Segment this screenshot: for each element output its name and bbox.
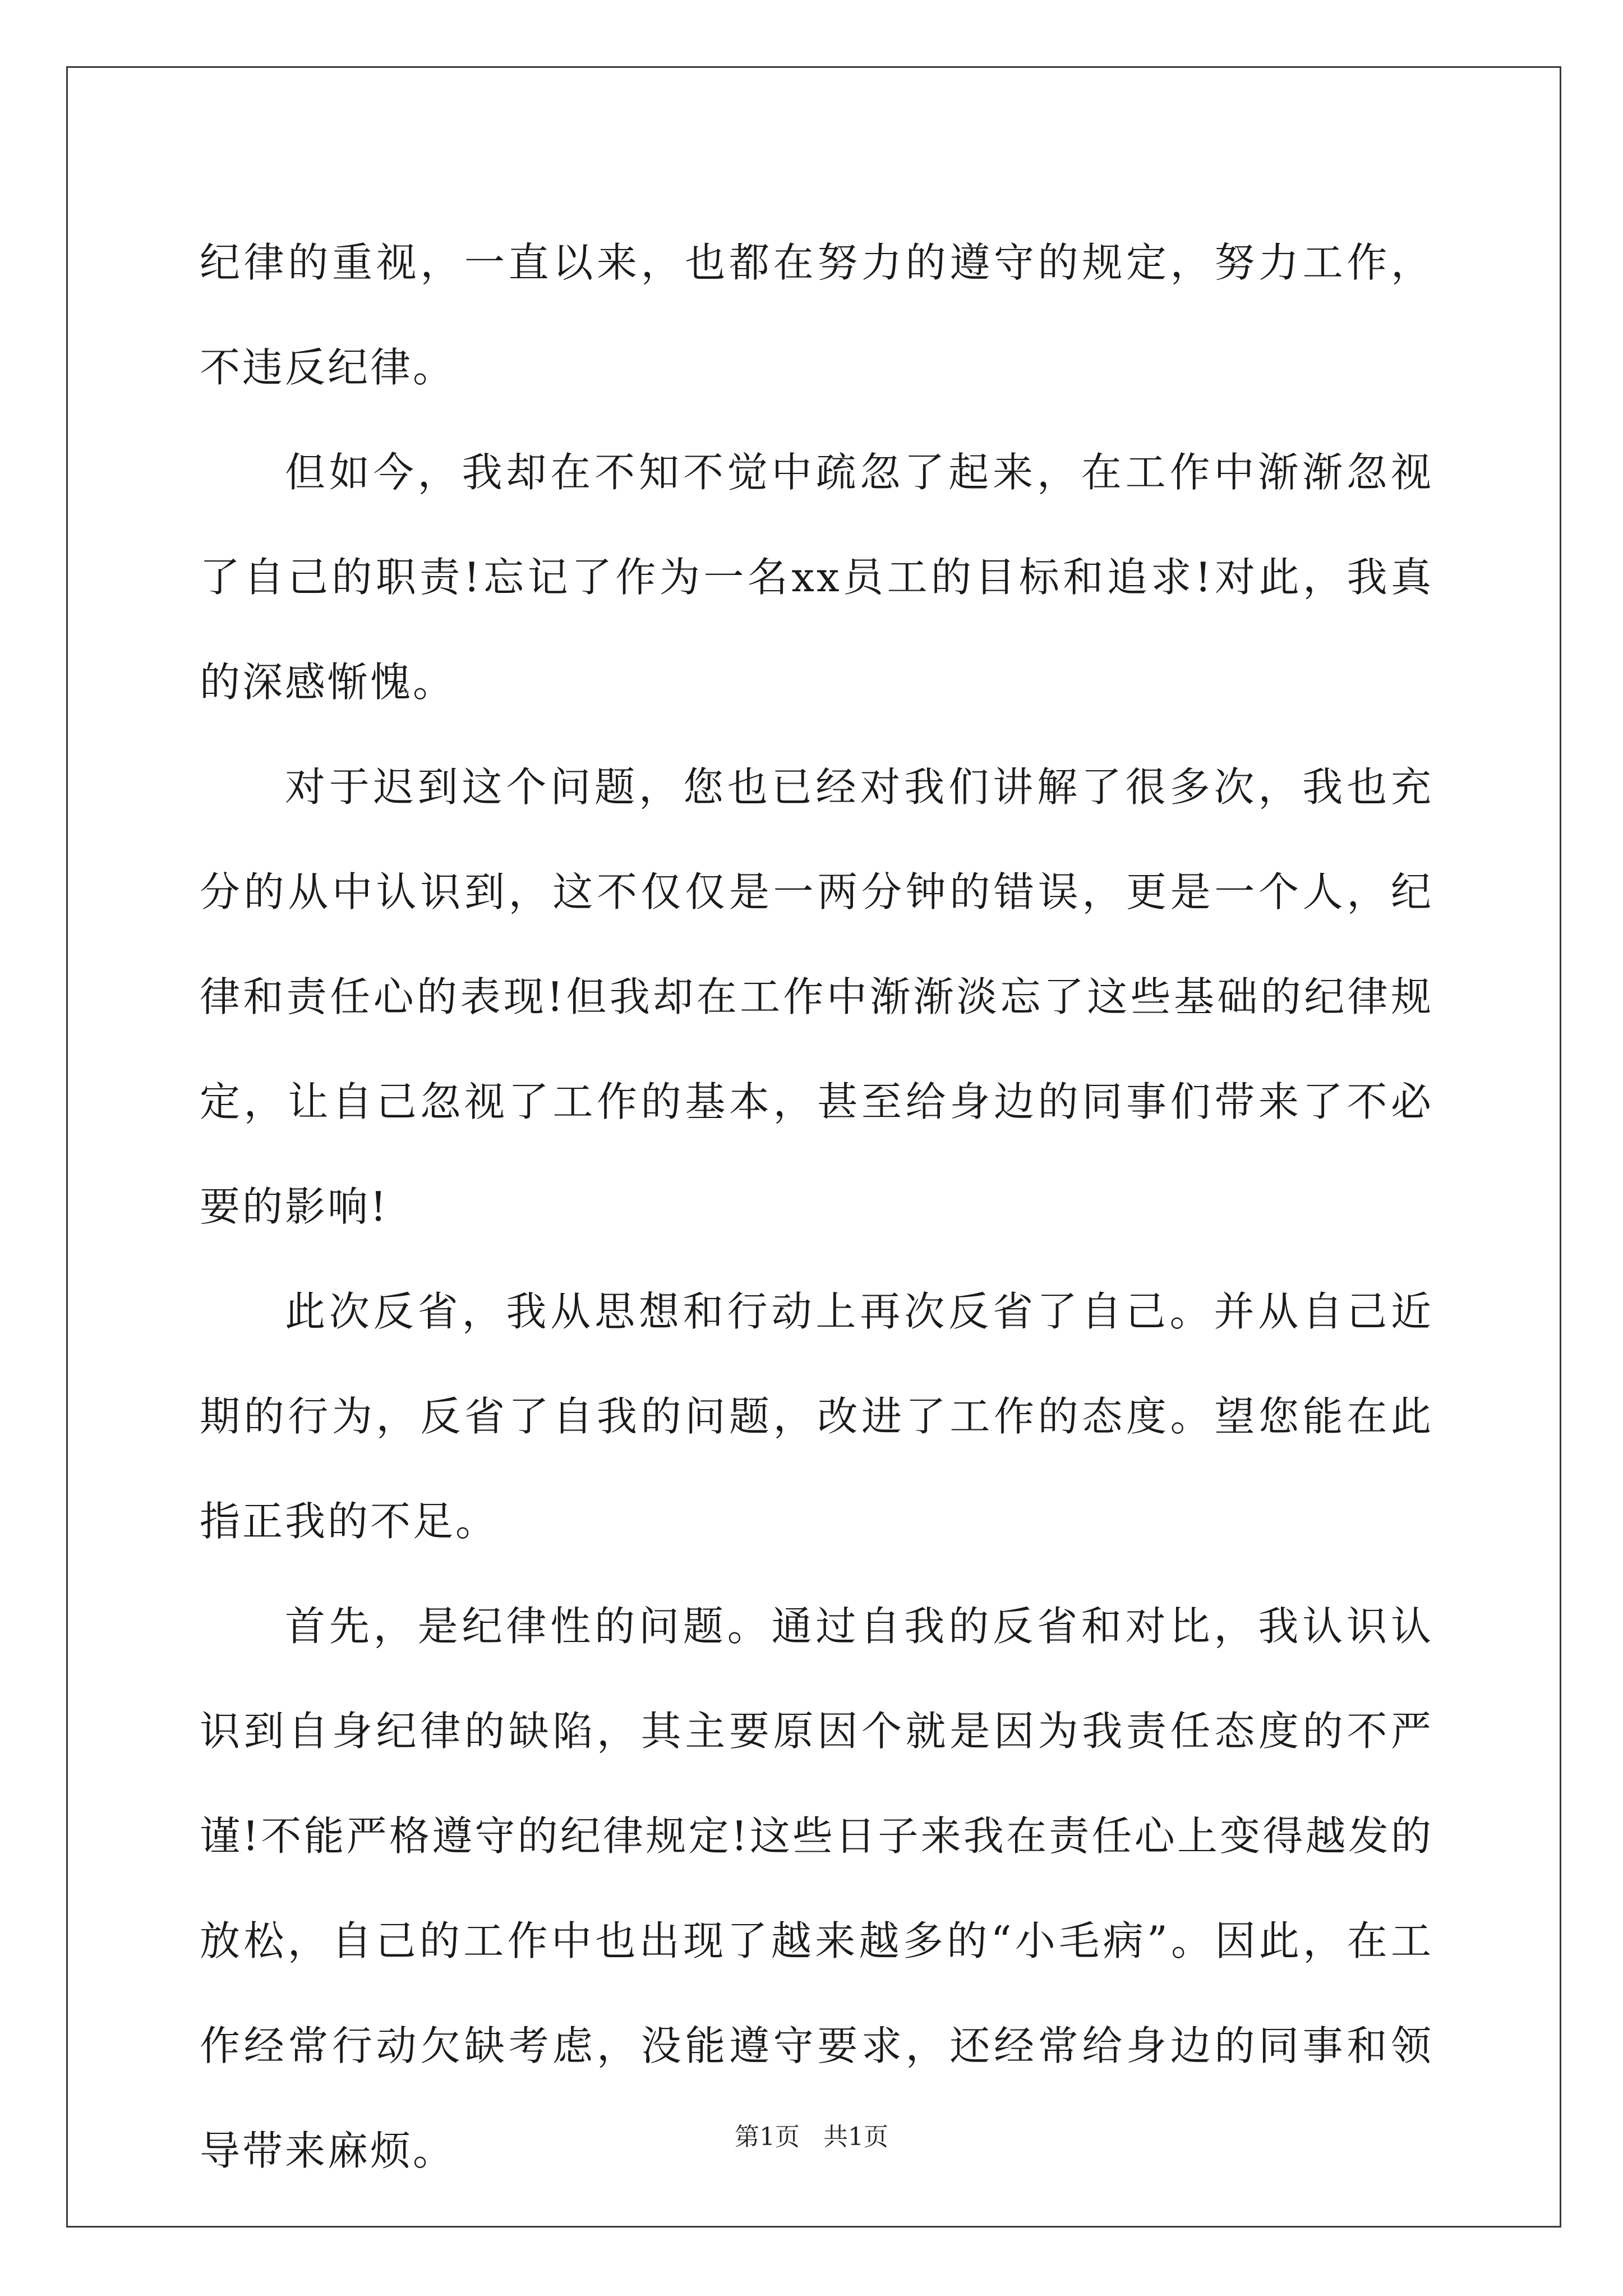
page-footer <box>0 2120 1623 2154</box>
paragraph-continuation: 纪律的重视，一直以来，也都在努力的遵守的规定，努力工作，不违反纪律。 <box>200 239 1433 391</box>
document-body <box>200 210 1433 2203</box>
paragraph: 对于迟到这个问题，您也已经对我们讲解了很多次，我也充分的从中认识到，这不仅仅是一两分钟的错误，更是一个人，纪律和责任心的表现!但我却在工作中渐渐淡忘了这些基础的纪律规定，让自己忽视了工作的基本，甚至给身边的同事们带来了不必要的影响! <box>200 763 1433 1230</box>
paragraph: 但如今，我却在不知不觉中疏忽了起来，在工作中渐渐忽视了自己的职责!忘记了作为一名xx员工的目标和追求!对此，我真的深感惭愧。 <box>200 449 1433 706</box>
paragraph: 首先，是纪律性的问题。通过自我的反省和对比，我认识认识到自身纪律的缺陷，其主要原因个就是因为我责任态度的不严谨!不能严格遵守的纪律规定!这些日子来我在责任心上变得越发的放松，自己的工作中也出现了越来越多的“小毛病”。因此，在工作经常行动欠缺考虑，没能遵守要求，还经常给身边的同事和领导带来麻烦。 <box>200 1603 1433 2174</box>
paragraph: 此次反省，我从思想和行动上再次反省了自己。并从自己近期的行为，反省了自我的问题，改进了工作的态度。望您能在此指正我的不足。 <box>200 1288 1433 1545</box>
page-number-label: 第1页 共1页 <box>735 2123 888 2151</box>
